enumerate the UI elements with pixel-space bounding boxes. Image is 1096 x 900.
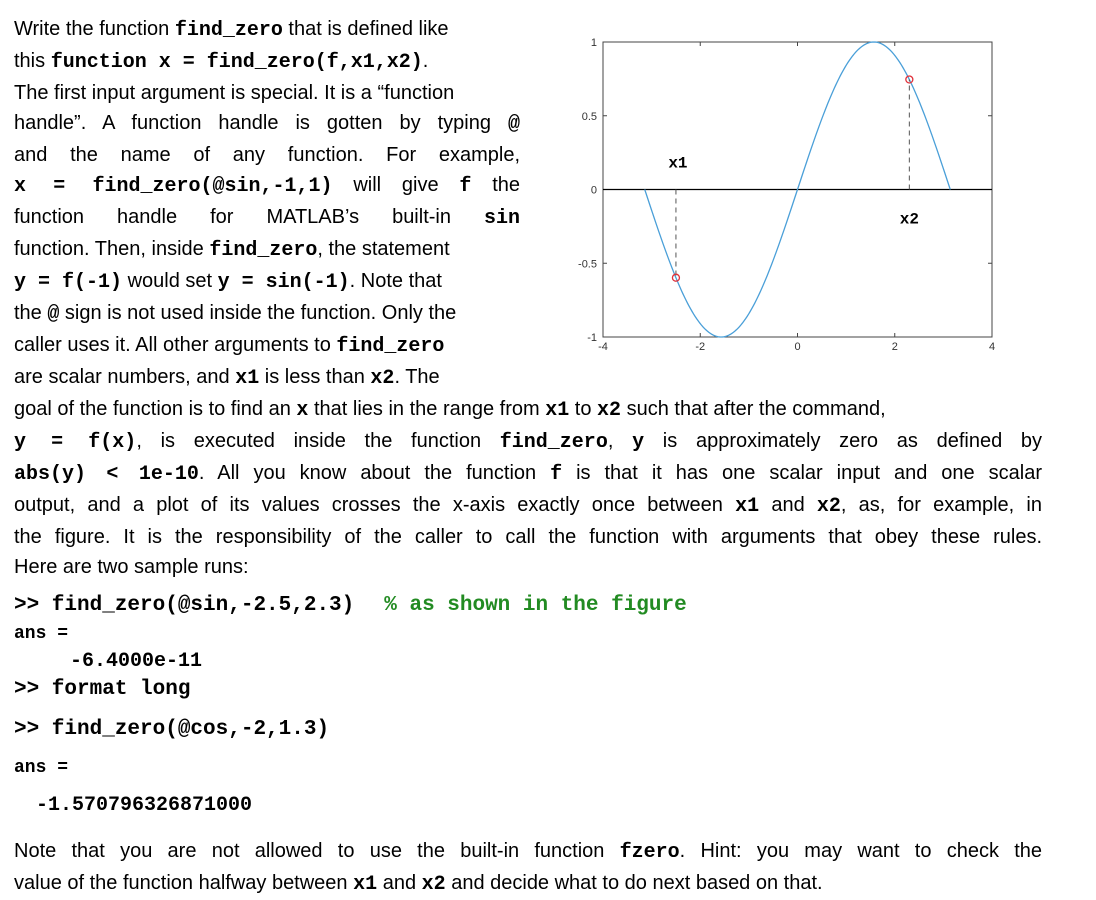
intro-paragraph-continued — [14, 394, 1042, 582]
text-line: the @ sign is not used inside the function. Only the — [14, 302, 457, 326]
text-line: The first input argument is special. It is a “function — [14, 82, 455, 104]
ans-label: ans = — [14, 758, 69, 778]
note-paragraph — [14, 836, 1042, 900]
x-tick-label: 2 — [891, 341, 898, 353]
text-line: x = find_zero(@sin,-1,1) will give f the — [14, 174, 521, 198]
text-line: output, and a plot of its values crosses the x-axis exactly once between x1 and x2, as, for example, in — [14, 494, 1043, 518]
text-line: goal of the function is to find an x that lies in the range from x1 to x2 such that after the command, — [14, 398, 886, 422]
x-tick-label: 0 — [794, 341, 801, 353]
y-tick-label: 0 — [590, 184, 597, 197]
text-line: Here are two sample runs: — [14, 556, 249, 578]
ans-value: -6.4000e-11 — [70, 650, 203, 673]
command-line: >> find_zero(@cos,-2,1.3) — [14, 718, 330, 741]
text-line: function handle for MATLAB’s built-in sin — [14, 206, 520, 230]
text-line: the figure. It is the responsibility of the caller to call the function with arguments that obey these rules. — [14, 526, 1042, 548]
text-line: Note that you are not allowed to use the built-in function fzero. Hint: you may want to check the — [14, 840, 1042, 864]
command-line: >> find_zero(@sin,-2.5,2.3) % as shown in the figure — [14, 594, 687, 617]
y-tick-label: 0.5 — [581, 110, 597, 123]
text-line: handle”. A function handle is gotten by typing @ — [14, 112, 520, 136]
marker-label: x2 — [899, 210, 919, 229]
y-tick-label: -1 — [587, 332, 597, 344]
sine-plot — [560, 30, 1000, 360]
text-line: Write the function find_zero that is defined like — [14, 18, 449, 42]
sample-runs — [14, 592, 1042, 820]
x-tick-label: 4 — [988, 341, 996, 353]
y-tick-label: 1 — [590, 37, 597, 49]
marker-label: x1 — [668, 154, 688, 173]
text-line: y = f(-1) would set y = sin(-1). Note that — [14, 270, 442, 294]
text-line: caller uses it. All other arguments to find_zero — [14, 334, 445, 358]
text-line: function. Then, inside find_zero, the statement — [14, 238, 450, 262]
text-line: this function x = find_zero(f,x1,x2). — [14, 50, 429, 74]
y-tick-label: -0.5 — [578, 258, 597, 271]
text-line: y = f(x), is executed inside the function find_zero, y is approximately zero as defined by — [14, 430, 1043, 454]
ans-value: -1.570796326871000 — [36, 794, 253, 817]
command-line: >> format long — [14, 678, 191, 701]
code-comment: % as shown in the figure — [384, 594, 687, 617]
text-line: and the name of any function. For example, — [14, 144, 520, 166]
x-tick-label: -2 — [695, 341, 706, 353]
intro-paragraph — [14, 14, 520, 394]
x-tick-label: -4 — [598, 341, 608, 353]
text-line: are scalar numbers, and x1 is less than x2. The — [14, 366, 440, 390]
ans-label: ans = — [14, 624, 69, 644]
text-line: value of the function halfway between x1 and x2 and decide what to do next based on that. — [14, 872, 823, 896]
text-line: abs(y) < 1e-10. All you know about the function f is that it has one scalar input and one scalar — [14, 462, 1042, 486]
